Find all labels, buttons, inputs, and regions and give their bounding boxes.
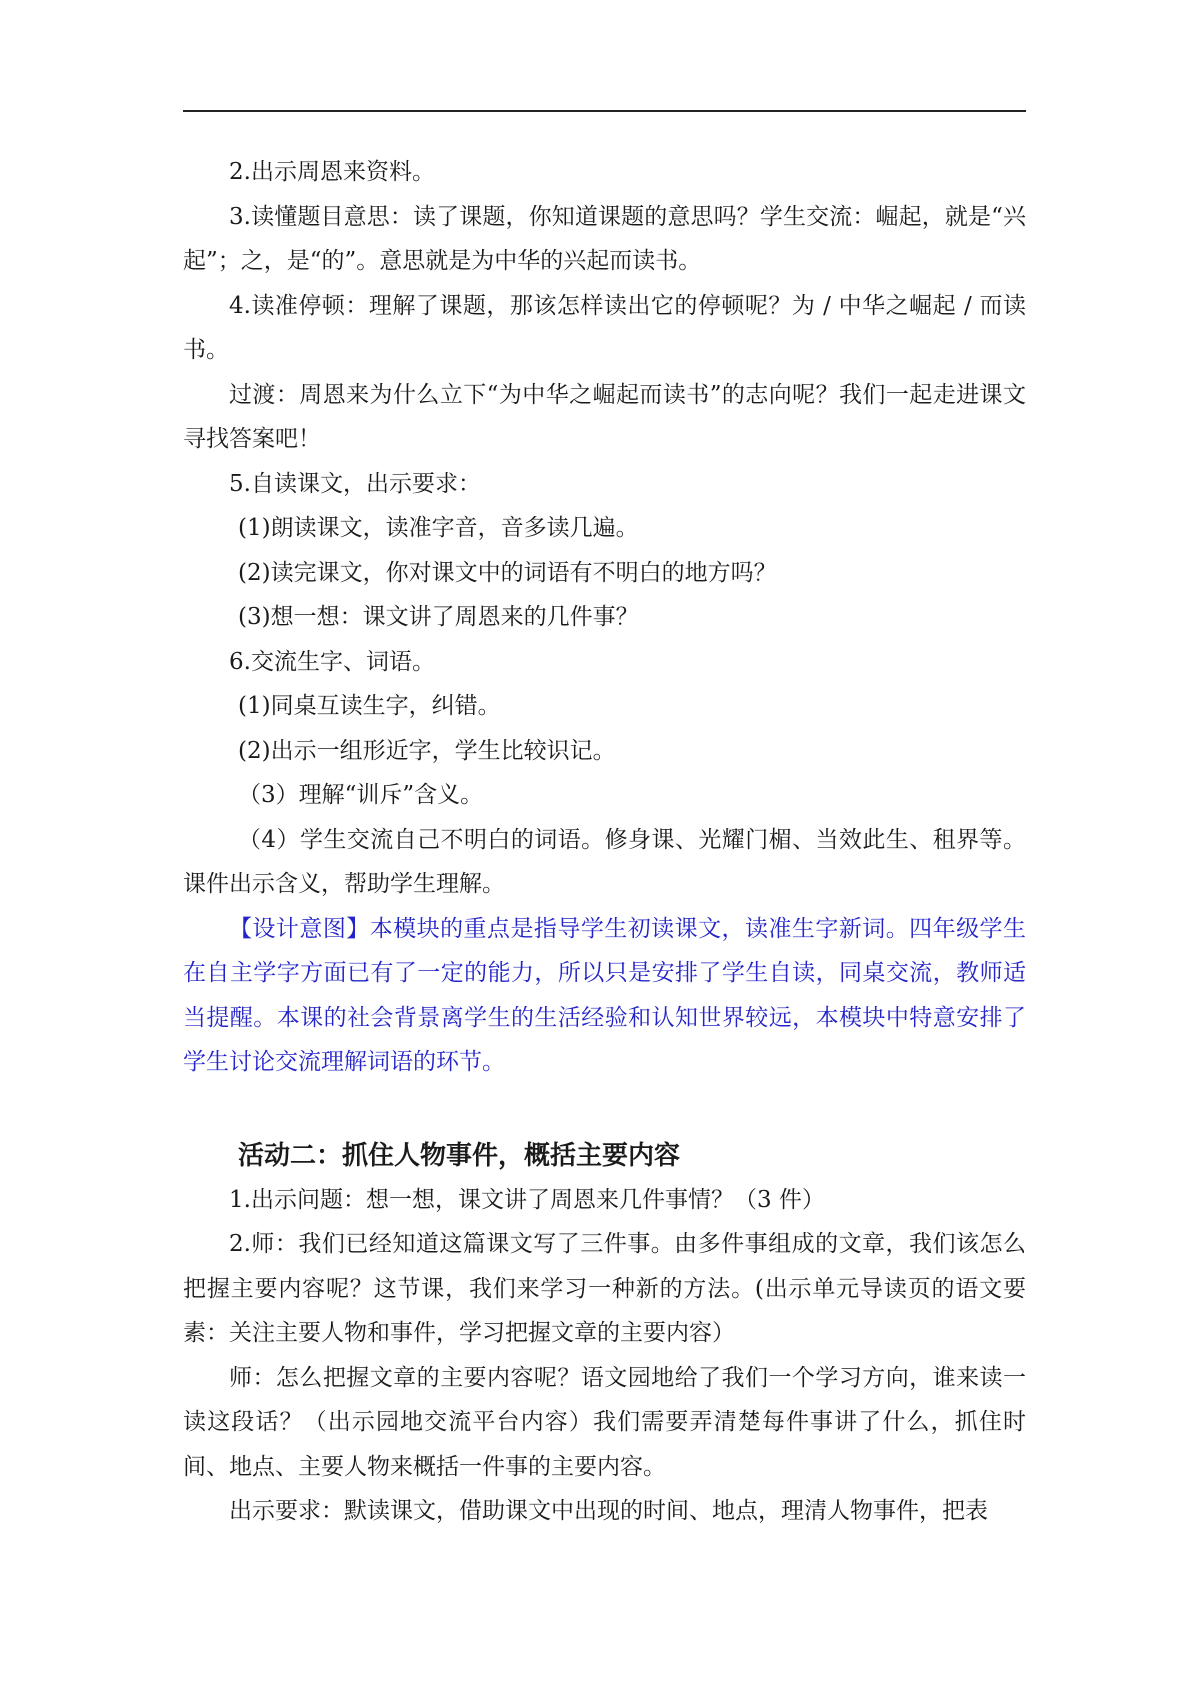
list-item: （3）理解“训斥”含义。 [238, 782, 484, 808]
header-rule [183, 110, 1026, 112]
section-heading: 活动二：抓住人物事件，概括主要内容 [238, 1140, 681, 1171]
paragraph-requirement: 出示要求：默读课文，借助课文中出现的时间、地点，理清人物事件，把表 [229, 1498, 988, 1524]
list-item: (3)想一想：课文讲了周恩来的几件事？ [238, 604, 639, 630]
list-item: (2)出示一组形近字，学生比较识记。 [238, 737, 616, 764]
paragraph-step-5: 5.自读课文，出示要求： [229, 470, 481, 497]
list-item: (2)读完课文，你对课文中的词语有不明白的地方吗？ [238, 559, 777, 586]
paragraph-step-2: 2.出示周恩来资料。 [229, 159, 435, 185]
list-item: (1)朗读课文，读准字音，音多读几遍。 [238, 515, 639, 541]
paragraph-transition: 过渡：周恩来为什么立下“为中华之崛起而读书”的志向呢？我们一起走进课文寻找答案吧！ [183, 381, 1026, 452]
paragraph-step-3: 3.读懂题目意思：读了课题，你知道课题的意思吗？学生交流：崛起，就是“兴起”；之，是“的”。意思就是为中华的兴起而读书。 [183, 203, 1026, 274]
paragraph-step-6: 6.交流生字、词语。 [229, 648, 435, 675]
document-body [183, 150, 1026, 1534]
paragraph-teacher: 2.师：我们已经知道这篇课文写了三件事。由多件事组成的文章，我们该怎么把握主要内容呢？这节课，我们来学习一种新的方法。(出示单元导读页的语文要素：关注主要人物和事件，学习把握文章的主要内容） [183, 1231, 1026, 1346]
paragraph-step-4: 4.读准停顿：理解了课题，那该怎样读出它的停顿呢？为 / 中华之崛起 / 而读书。 [183, 292, 1026, 363]
paragraph-question: 1.出示问题：想一想，课文讲了周恩来几件事情？（3 件） [229, 1186, 825, 1213]
list-item: （4）学生交流自己不明白的词语。修身课、光耀门楣、当效此生、租界等。课件出示含义，帮助学生理解。 [183, 826, 1026, 897]
list-item: (1)同桌互读生字，纠错。 [238, 693, 501, 719]
design-intent-note: 【设计意图】本模块的重点是指导学生初读课文，读准生字新词。四年级学生在自主学字方面已有了一定的能力，所以只是安排了学生自读，同桌交流，教师适当提醒。本课的社会背景离学生的生活经验和认知世界较远，本模块中特意安排了学生讨论交流理解词语的环节。 [183, 915, 1026, 1075]
paragraph-teacher-2: 师：怎么把握文章的主要内容呢？语文园地给了我们一个学习方向，谁来读一读这段话？（出示园地交流平台内容）我们需要弄清楚每件事讲了什么，抓住时间、地点、主要人物来概括一件事的主要内容。 [183, 1364, 1026, 1480]
